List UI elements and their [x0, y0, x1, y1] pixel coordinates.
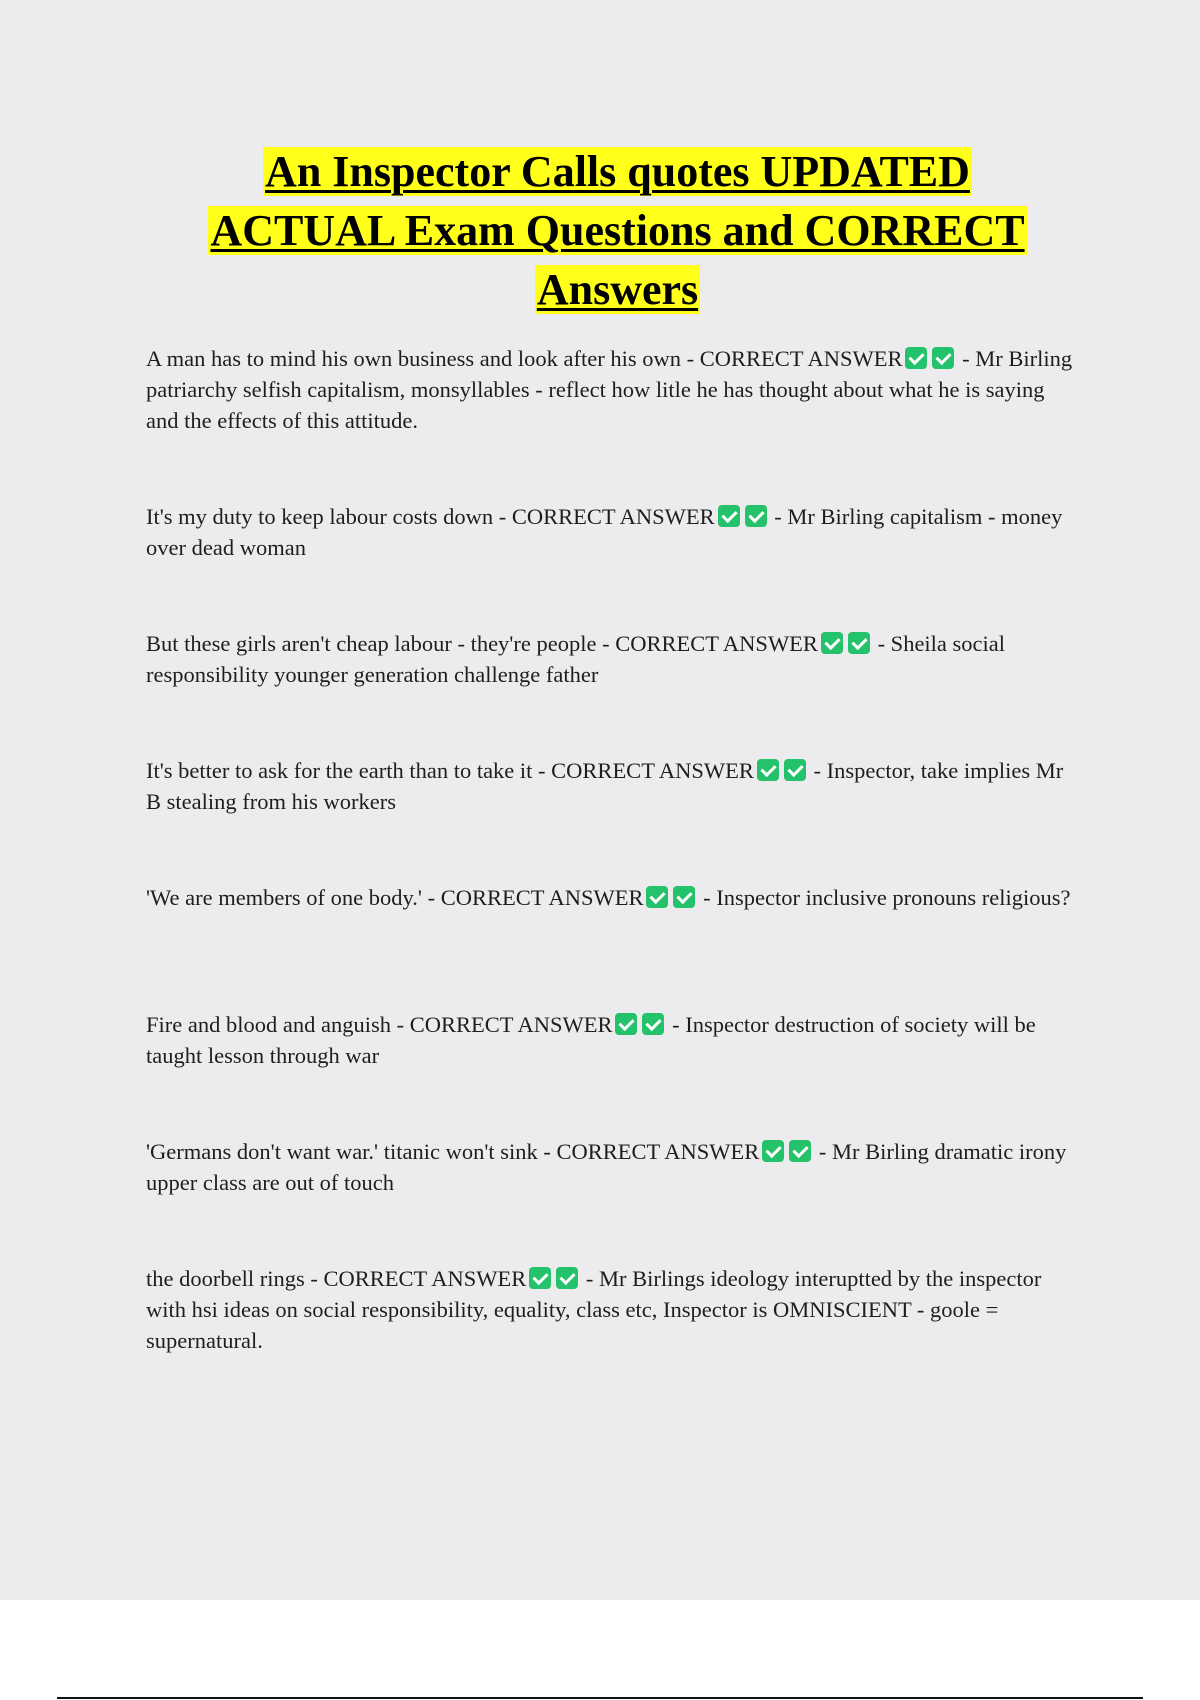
answer-label: CORRECT ANSWER — [511, 504, 715, 529]
check-icon — [646, 886, 668, 908]
question-text: It's my duty to keep labour costs down - — [146, 504, 512, 529]
question-text: 'Germans don't want war.' titanic won't sink - — [146, 1139, 557, 1164]
question-text: Fire and blood and anguish - — [146, 1012, 410, 1037]
title-line: ACTUAL Exam Questions and CORRECT — [210, 206, 1025, 255]
document-title — [120, 142, 1115, 319]
answer-text: - Mr Birling patriarchy selfish capitalism, monsyllables - reflect how litle he has thought about what he is saying and the effects of this attitude. — [146, 346, 1073, 433]
check-icon — [642, 1013, 664, 1035]
qa-item — [146, 501, 1081, 563]
answer-label: CORRECT ANSWER — [615, 631, 818, 656]
check-icon — [762, 1140, 784, 1162]
check-icon — [789, 1140, 811, 1162]
check-icon — [745, 505, 767, 527]
question-text: the doorbell rings - — [146, 1266, 324, 1291]
answer-text: - Mr Birling dramatic irony upper class are out of touch — [146, 1139, 1067, 1195]
check-icon — [848, 632, 870, 654]
question-text: 'We are members of one body.' - — [146, 885, 441, 910]
check-icon — [673, 886, 695, 908]
check-icon — [615, 1013, 637, 1035]
check-icon — [529, 1267, 551, 1289]
check-icon — [718, 505, 740, 527]
check-icon — [905, 347, 927, 369]
qa-item — [146, 628, 1081, 690]
answer-label: CORRECT ANSWER — [409, 1012, 613, 1037]
check-icon — [556, 1267, 578, 1289]
qa-item — [146, 1263, 1081, 1356]
qa-item — [146, 755, 1081, 817]
answer-text: - Mr Birlings ideology interuptted by the inspector with hsi ideas on social responsibility, equality, class etc, Inspector is OMNISCIENT - goole = supernatural. — [146, 1266, 1042, 1353]
answer-text: - Mr Birling capitalism - money over dead woman — [146, 504, 1063, 560]
qa-item — [146, 882, 1081, 913]
question-text: It's better to ask for the earth than to take it - — [146, 758, 552, 783]
answer-text: - Inspector destruction of society will be taught lesson through war — [146, 1012, 1036, 1068]
answer-text: - Sheila social responsibility younger generation challenge father — [146, 631, 1006, 687]
footer-divider — [57, 1697, 1143, 1699]
question-text: But these girls aren't cheap labour - they're people - — [146, 631, 616, 656]
check-icon — [821, 632, 843, 654]
answer-label: CORRECT ANSWER — [556, 1139, 760, 1164]
qa-item — [146, 1009, 1081, 1071]
question-text: A man has to mind his own business and look after his own - — [146, 346, 700, 371]
qa-item — [146, 1136, 1081, 1198]
title-line: Answers — [536, 265, 699, 314]
check-icon — [932, 347, 954, 369]
answer-label: CORRECT ANSWER — [551, 758, 754, 783]
qa-item — [146, 343, 1081, 436]
answer-text: - Inspector, take implies Mr B stealing from his workers — [146, 758, 1064, 814]
answer-label: CORRECT ANSWER — [323, 1266, 527, 1291]
answer-label: CORRECT ANSWER — [699, 346, 903, 371]
title-line: An Inspector Calls quotes UPDATED — [265, 147, 970, 196]
answer-label: CORRECT ANSWER — [440, 885, 644, 910]
check-icon — [757, 759, 779, 781]
answer-text: - Inspector inclusive pronouns religious? — [697, 885, 1071, 910]
check-icon — [784, 759, 806, 781]
